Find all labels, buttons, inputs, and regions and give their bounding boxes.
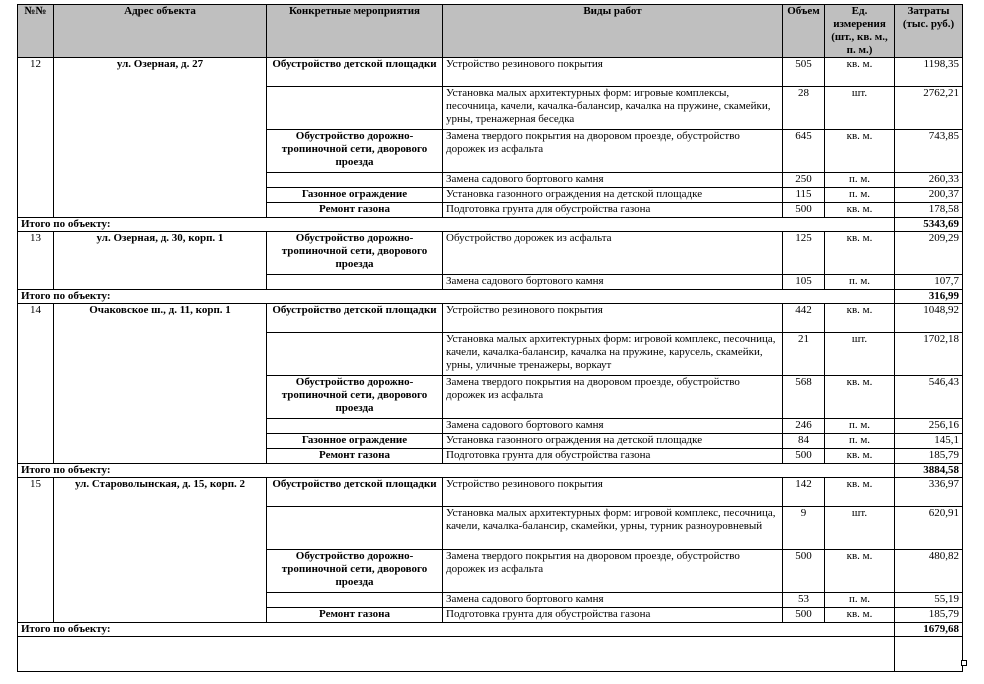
cost-cell: 256,16 [895, 419, 963, 434]
cost-cell: 185,79 [895, 608, 963, 623]
work-type-cell: Устройство резинового покрытия [443, 478, 783, 507]
unit-cell: кв. м. [825, 478, 895, 507]
total-label: Итого по объекту: [18, 218, 895, 232]
work-type-cell: Установка газонного ограждения на детской площадке [443, 434, 783, 449]
object-number: 14 [18, 304, 54, 464]
unit-cell: кв. м. [825, 449, 895, 464]
total-sum: 1679,68 [895, 623, 963, 637]
work-type-cell: Замена садового бортового камня [443, 419, 783, 434]
cost-cell: 185,79 [895, 449, 963, 464]
work-type-cell: Замена твердого покрытия на дворовом проезде, обустройство дорожек из асфальта [443, 130, 783, 173]
header-address: Адрес объекта [54, 5, 267, 58]
cost-cell: 55,19 [895, 593, 963, 608]
work-type-cell: Обустройство дорожек из асфальта [443, 232, 783, 275]
volume-cell: 500 [783, 203, 825, 218]
volume-cell: 442 [783, 304, 825, 333]
work-type-cell: Замена твердого покрытия на дворовом проезде, обустройство дорожек из асфальта [443, 550, 783, 593]
volume-cell: 500 [783, 449, 825, 464]
object-address: ул. Староволынская, д. 15, корп. 2 [54, 478, 267, 623]
unit-cell: кв. м. [825, 608, 895, 623]
total-label: Итого по объекту: [18, 623, 895, 637]
volume-cell: 250 [783, 173, 825, 188]
header-works: Виды работ [443, 5, 783, 58]
total-sum: 316,99 [895, 290, 963, 304]
volume-cell: 125 [783, 232, 825, 275]
volume-cell: 105 [783, 275, 825, 290]
unit-cell: п. м. [825, 188, 895, 203]
volume-cell: 115 [783, 188, 825, 203]
cost-cell: 1198,35 [895, 58, 963, 87]
measure-cell [267, 275, 443, 290]
works-table-container [17, 4, 963, 672]
header-cost: Затраты (тыс. руб.) [895, 5, 963, 58]
measure-cell: Ремонт газона [267, 203, 443, 218]
table-row [18, 58, 963, 87]
cost-cell: 620,91 [895, 507, 963, 550]
work-type-cell: Замена твердого покрытия на дворовом проезде, обустройство дорожек из асфальта [443, 376, 783, 419]
volume-cell: 142 [783, 478, 825, 507]
measure-cell: Обустройство дорожно-тропиночной сети, дворового проезда [267, 130, 443, 173]
cost-cell: 200,37 [895, 188, 963, 203]
measure-cell [267, 507, 443, 550]
total-label: Итого по объекту: [18, 464, 895, 478]
work-type-cell: Устройство резинового покрытия [443, 304, 783, 333]
measure-cell: Газонное ограждение [267, 188, 443, 203]
volume-cell: 246 [783, 419, 825, 434]
object-number: 15 [18, 478, 54, 623]
measure-cell: Обустройство детской площадки [267, 58, 443, 87]
cost-cell: 107,7 [895, 275, 963, 290]
volume-cell: 645 [783, 130, 825, 173]
cost-cell: 178,58 [895, 203, 963, 218]
work-type-cell: Замена садового бортового камня [443, 593, 783, 608]
work-type-cell: Установка малых архитектурных форм: игровой комплекс, песочница, качели, качалка-балансир, качалка на пружине, карусель, скамейки, урны, уличные тренажеры, воркаут [443, 333, 783, 376]
cost-cell: 480,82 [895, 550, 963, 593]
measure-cell [267, 87, 443, 130]
works-table [17, 4, 963, 672]
volume-cell: 568 [783, 376, 825, 419]
work-type-cell: Замена садового бортового камня [443, 173, 783, 188]
volume-cell: 21 [783, 333, 825, 376]
object-total-row [18, 290, 963, 304]
header-measures: Конкретные мероприятия [267, 5, 443, 58]
unit-cell: п. м. [825, 419, 895, 434]
volume-cell: 28 [783, 87, 825, 130]
unit-cell: кв. м. [825, 203, 895, 218]
unit-cell: кв. м. [825, 232, 895, 275]
measure-cell: Обустройство дорожно-тропиночной сети, дворового проезда [267, 376, 443, 419]
object-address: Очаковское ш., д. 11, корп. 1 [54, 304, 267, 464]
unit-cell: п. м. [825, 593, 895, 608]
cost-cell: 1702,18 [895, 333, 963, 376]
work-type-cell: Установка малых архитектурных форм: игровые комплексы, песочница, качели, качалка-балансир, качалка на пружине, скамейки, урны, тренажерная беседка [443, 87, 783, 130]
volume-cell: 53 [783, 593, 825, 608]
object-address: ул. Озерная, д. 30, корп. 1 [54, 232, 267, 290]
object-total-row [18, 623, 963, 637]
table-row [18, 304, 963, 333]
resize-handle[interactable] [961, 660, 967, 666]
unit-cell: п. м. [825, 434, 895, 449]
measure-cell: Газонное ограждение [267, 434, 443, 449]
header-volume: Объем [783, 5, 825, 58]
work-type-cell: Установка газонного ограждения на детской площадке [443, 188, 783, 203]
unit-cell: кв. м. [825, 58, 895, 87]
work-type-cell: Подготовка грунта для обустройства газона [443, 449, 783, 464]
work-type-cell: Подготовка грунта для обустройства газона [443, 203, 783, 218]
volume-cell: 500 [783, 550, 825, 593]
volume-cell: 9 [783, 507, 825, 550]
volume-cell: 505 [783, 58, 825, 87]
unit-cell: п. м. [825, 173, 895, 188]
total-sum: 3884,58 [895, 464, 963, 478]
measure-cell [267, 419, 443, 434]
work-type-cell: Установка малых архитектурных форм: игровой комплекс, песочница, качели, качалка-балансир, скамейки, урны, турник разноуровневый [443, 507, 783, 550]
unit-cell: п. м. [825, 275, 895, 290]
header-num: №№ [18, 5, 54, 58]
measure-cell: Ремонт газона [267, 449, 443, 464]
cost-cell: 260,33 [895, 173, 963, 188]
table-bottom-spacer [18, 637, 963, 672]
work-type-cell: Устройство резинового покрытия [443, 58, 783, 87]
object-number: 13 [18, 232, 54, 290]
object-total-row [18, 218, 963, 232]
volume-cell: 84 [783, 434, 825, 449]
header-unit: Ед. измерения (шт., кв. м., п. м.) [825, 5, 895, 58]
unit-cell: шт. [825, 87, 895, 130]
total-label: Итого по объекту: [18, 290, 895, 304]
object-number: 12 [18, 58, 54, 218]
measure-cell: Обустройство детской площадки [267, 304, 443, 333]
measure-cell [267, 333, 443, 376]
cost-cell: 336,97 [895, 478, 963, 507]
total-sum: 5343,69 [895, 218, 963, 232]
work-type-cell: Подготовка грунта для обустройства газона [443, 608, 783, 623]
cost-cell: 546,43 [895, 376, 963, 419]
measure-cell: Обустройство дорожно-тропиночной сети, дворового проезда [267, 550, 443, 593]
object-address: ул. Озерная, д. 27 [54, 58, 267, 218]
unit-cell: кв. м. [825, 376, 895, 419]
measure-cell [267, 173, 443, 188]
volume-cell: 500 [783, 608, 825, 623]
table-row [18, 232, 963, 275]
cost-cell: 209,29 [895, 232, 963, 275]
measure-cell: Обустройство дорожно-тропиночной сети, дворового проезда [267, 232, 443, 275]
unit-cell: кв. м. [825, 550, 895, 593]
cost-cell: 1048,92 [895, 304, 963, 333]
works-table-body [18, 58, 963, 637]
measure-cell [267, 593, 443, 608]
cost-cell: 2762,21 [895, 87, 963, 130]
table-row [18, 478, 963, 507]
measure-cell: Обустройство детской площадки [267, 478, 443, 507]
cost-cell: 743,85 [895, 130, 963, 173]
measure-cell: Ремонт газона [267, 608, 443, 623]
object-total-row [18, 464, 963, 478]
unit-cell: кв. м. [825, 304, 895, 333]
unit-cell: кв. м. [825, 130, 895, 173]
unit-cell: шт. [825, 333, 895, 376]
cost-cell: 145,1 [895, 434, 963, 449]
header-row [18, 5, 963, 58]
work-type-cell: Замена садового бортового камня [443, 275, 783, 290]
unit-cell: шт. [825, 507, 895, 550]
